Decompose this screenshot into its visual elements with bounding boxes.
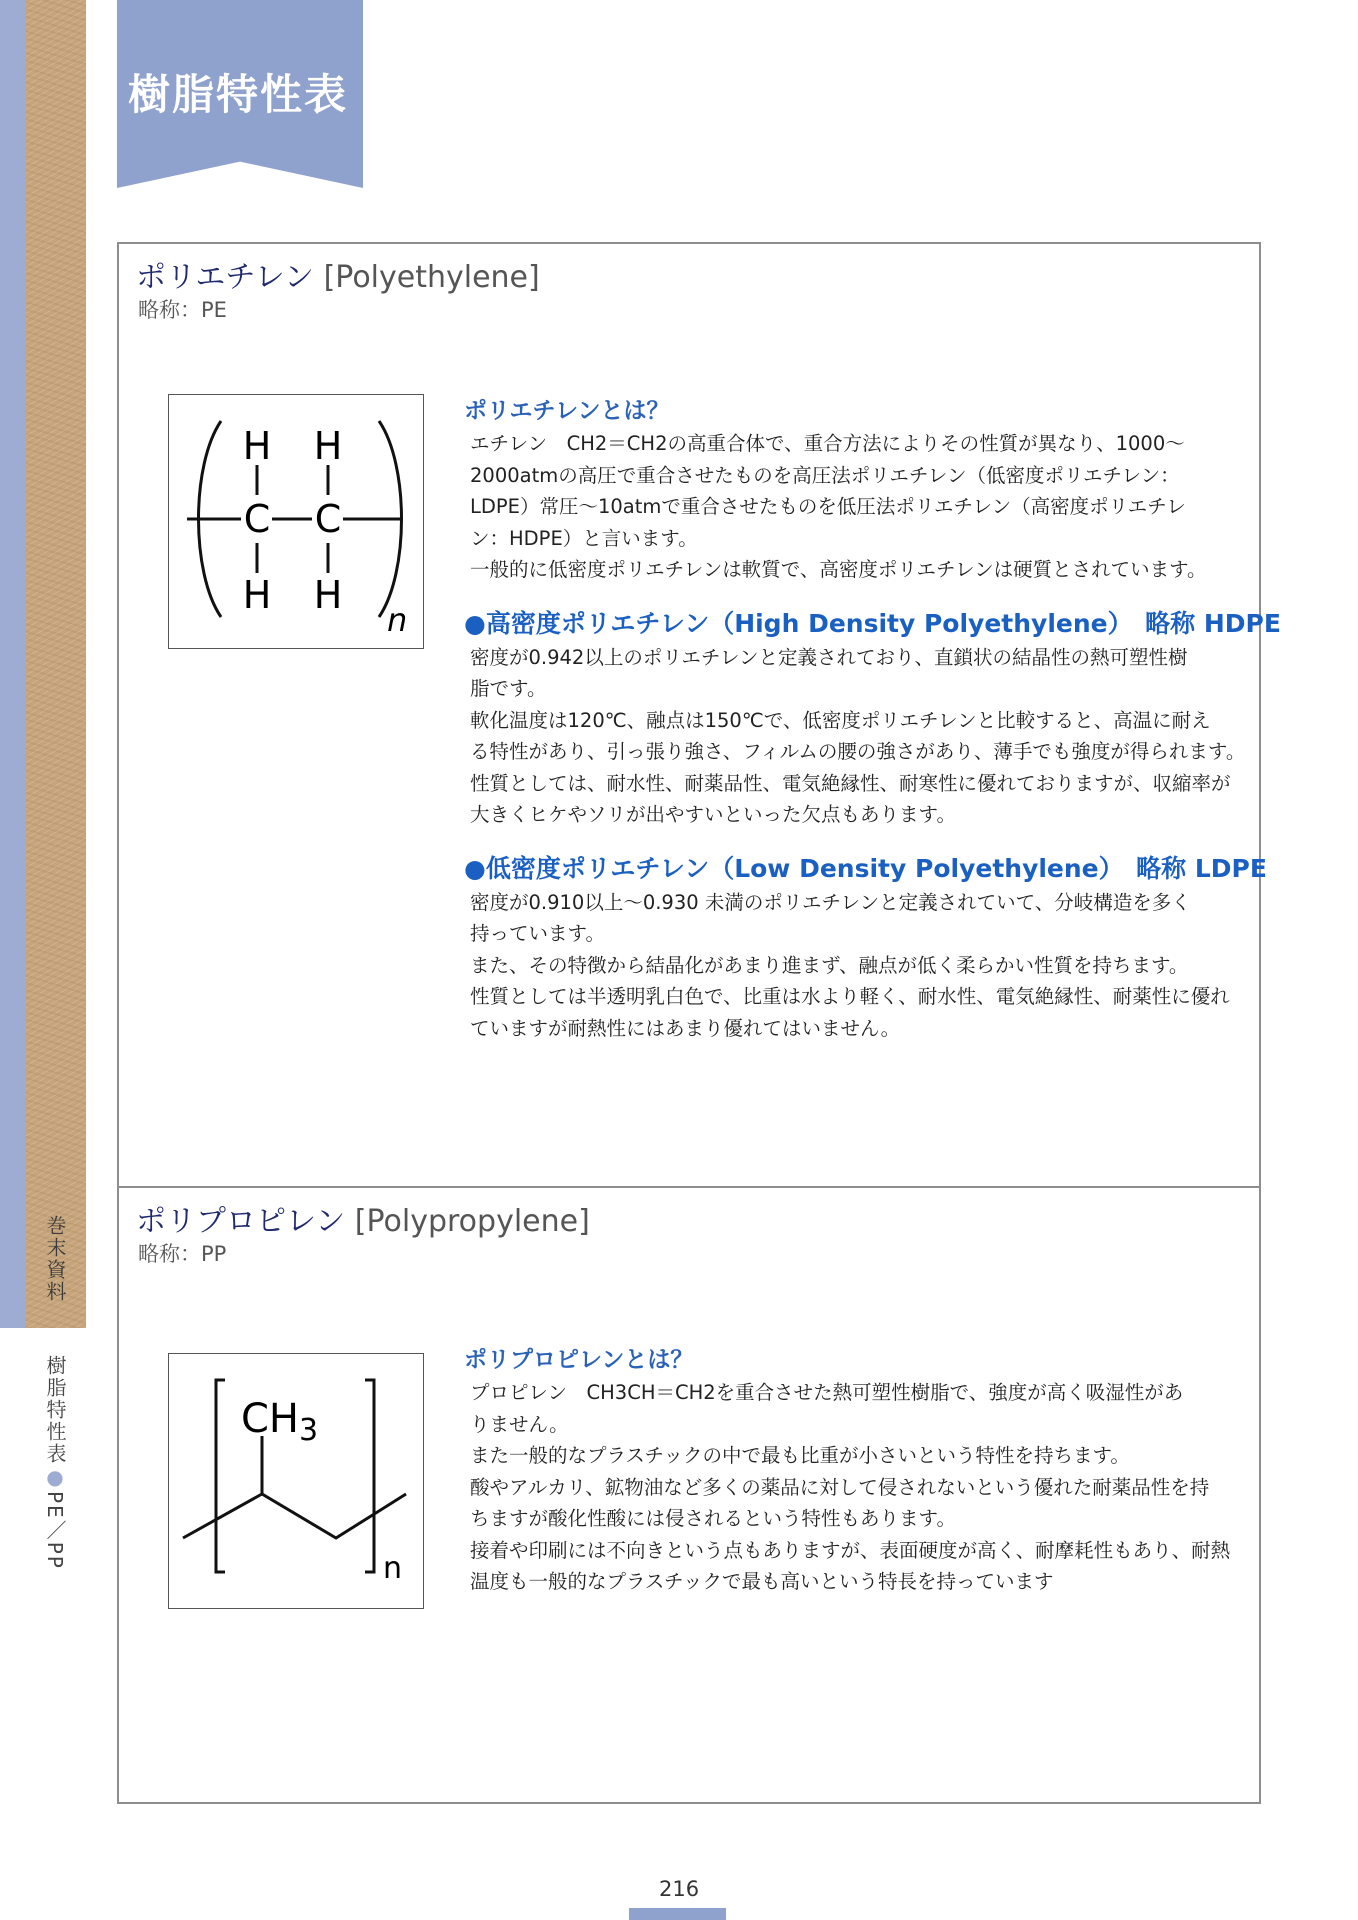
pp-repeat-n: n — [383, 1551, 403, 1586]
page-number: 216 — [659, 1877, 700, 1901]
sidebar-color-strip — [0, 0, 26, 1328]
ldpe-paragraph — [470, 887, 1254, 1045]
pp-structure-svg — [169, 1354, 422, 1607]
page-tab-marker — [629, 1908, 726, 1920]
sidebar-dot-icon: ● — [43, 1465, 67, 1491]
pp-what-line: また一般的なプラスチックの中で最も比重が小さいという特性を持ちます。 — [470, 1444, 1130, 1467]
hdpe-line: 軟化温度は120℃、融点は150℃で、低密度ポリエチレンと比較すると、高温に耐え — [470, 708, 1211, 732]
sidebar-sub-label: PE／PP — [43, 1491, 67, 1570]
sidebar-topic-label — [44, 1355, 70, 1570]
pp-methyl-group — [241, 1396, 318, 1448]
pe-repeat-n: n — [387, 601, 408, 639]
pe-what-line: ン：HDPE）と言います。 — [470, 526, 698, 550]
pp-what-line: ちますが酸化性酸には侵されるという特性もあります。 — [470, 1507, 956, 1530]
ldpe-heading: ●低密度ポリエチレン（Low Density Polyethylene） 略称 LDPE — [464, 853, 1267, 883]
pe-atom-h: H — [313, 424, 343, 468]
ldpe-line: 性質としては半透明乳白色で、比重は水より軽く、耐水性、電気絶縁性、耐薬性に優れ — [470, 985, 1230, 1008]
pe-atom-h: H — [242, 424, 272, 468]
pe-title — [136, 252, 540, 296]
pp-description — [464, 1343, 1254, 1598]
pe-structure-svg — [169, 395, 422, 647]
page-title: 樹脂特性表 — [128, 70, 349, 119]
hdpe-line: 性質としては、耐水性、耐薬品性、電気絶縁性、耐寒性に優れておりますが、収縮率が — [470, 771, 1231, 795]
pe-what-heading: ポリエチレンとは？ — [464, 398, 670, 424]
pe-what-line: エチレン CH2＝CH2の高重合体で、重合方法によりその性質が異なり、1000～ — [470, 432, 1185, 455]
sidebar-section-label: 巻末資料 — [43, 1215, 67, 1303]
pp-title-jp: ポリプロピレン — [136, 1204, 346, 1239]
pp-left-bracket — [216, 1380, 225, 1572]
ldpe-line: 持っています。 — [470, 922, 605, 945]
pp-what-line: 酸やアルカリ、鉱物油など多くの薬品に対して侵されないという優れた耐薬品性を持 — [470, 1475, 1210, 1499]
hdpe-line: 脂です。 — [470, 677, 547, 700]
pe-what-line: LDPE）常圧～10atmで重合させたものを低圧法ポリエチレン（高密度ポリエチレ — [470, 495, 1186, 518]
pp-title-en: [Polypropylene] — [345, 1204, 590, 1239]
pe-what-paragraph — [470, 428, 1254, 586]
pe-card — [117, 242, 1281, 1188]
pp-card — [117, 1186, 1261, 1804]
pp-structure-diagram — [168, 1353, 424, 1609]
pe-atom-c: C — [314, 497, 342, 541]
pe-atom-h: H — [242, 573, 272, 617]
pp-title — [136, 1196, 590, 1240]
pp-right-bracket — [365, 1380, 374, 1572]
pp-what-line: りません。 — [470, 1412, 569, 1436]
ldpe-line: 密度が0.910以上～0.930 未満のポリエチレンと定義されていて、分岐構造を多く — [470, 890, 1191, 914]
sidebar-kraft-strip — [26, 0, 86, 1328]
hdpe-paragraph — [470, 642, 1254, 831]
pp-what-line: 温度も一般的なプラスチックで最も高いという特長を持っています — [470, 1570, 1054, 1593]
pp-what-line: 接着や印刷には不向きという点もありますが、表面硬度が高く、耐摩耗性もあり、耐熱 — [470, 1538, 1231, 1562]
pp-methyl-sub: 3 — [299, 1413, 319, 1448]
pp-what-paragraph — [470, 1377, 1254, 1598]
pe-title-en: [Polyethylene] — [314, 260, 540, 295]
pp-what-line: プロピレン CH3CH＝CH2を重合させた熱可塑性樹脂で、強度が高く吸湿性があ — [470, 1381, 1184, 1404]
pp-methyl-ch: CH — [241, 1396, 300, 1442]
pe-what-line: 2000atmの高圧で重合させたものを高圧法ポリエチレン（低密度ポリエチレン： — [470, 463, 1180, 487]
pp-abbr: 略称：PP — [138, 1242, 227, 1266]
pe-atom-h: H — [313, 573, 343, 617]
sidebar-topic-text: 樹脂特性表 — [43, 1355, 67, 1465]
pe-atom-c: C — [243, 497, 271, 541]
pp-what-heading: ポリプロピレンとは？ — [464, 1347, 694, 1373]
pe-title-jp: ポリエチレン — [136, 260, 315, 295]
ldpe-line: ていますが耐熱性にはあまり優れてはいません。 — [470, 1016, 901, 1040]
hdpe-line: 密度が0.942以上のポリエチレンと定義されており、直鎖状の結晶性の熱可塑性樹 — [470, 645, 1188, 669]
pe-structure-diagram — [168, 394, 424, 649]
hdpe-line: る特性があり、引っ張り強さ、フィルムの腰の強さがあり、薄手でも強度が得られます。 — [470, 740, 1246, 763]
pe-what-line: 一般的に低密度ポリエチレンは軟質で、高密度ポリエチレンは硬質とされています。 — [470, 558, 1207, 581]
hdpe-line: 大きくヒケやソリが出やすいといった欠点もあります。 — [470, 803, 956, 826]
pe-abbr: 略称：PE — [138, 298, 227, 322]
ldpe-line: また、その特徴から結晶化があまり進まず、融点が低く柔らかい性質を持ちます。 — [470, 953, 1189, 977]
hdpe-heading: ●高密度ポリエチレン（High Density Polyethylene） 略称 HDPE — [464, 608, 1281, 638]
pe-description — [464, 394, 1281, 1044]
